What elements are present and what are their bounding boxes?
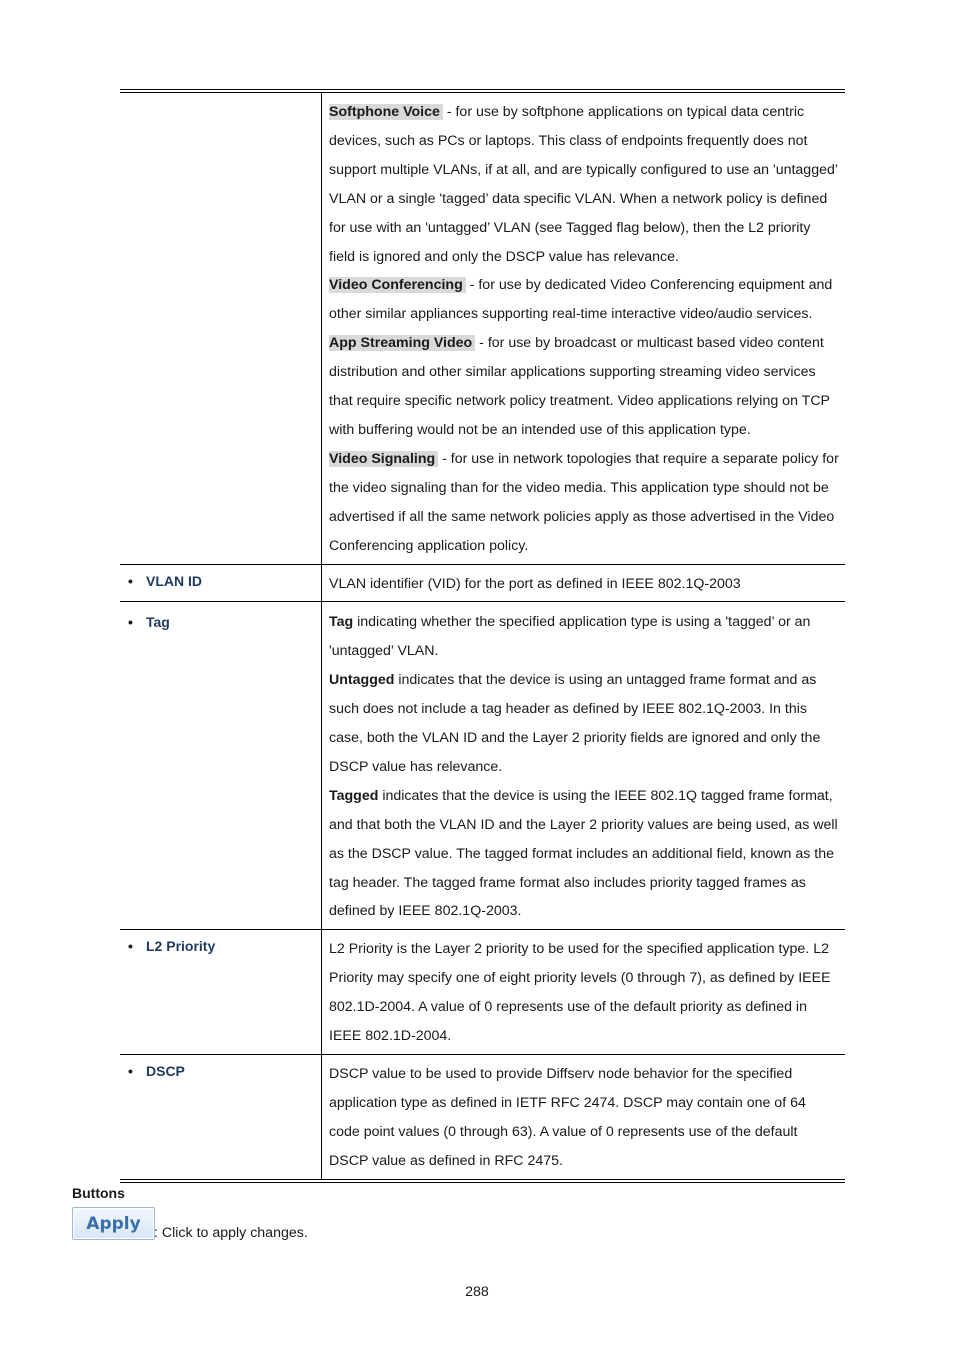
parameter-label-dscp: DSCP: [146, 1063, 185, 1079]
bullet-icon: •: [128, 572, 133, 589]
description-paragraph: [329, 329, 839, 445]
apply-button-description: : Click to apply changes.: [154, 1225, 308, 1241]
description-paragraph: [329, 666, 839, 782]
apply-button[interactable]: Apply: [72, 1207, 155, 1240]
description-paragraph: VLAN identifier (VID) for the port as defined in IEEE 802.1Q-2003: [329, 575, 741, 592]
parameter-name-cell: [120, 564, 322, 602]
term-description: indicating whether the specified application type is using a 'tagged’ or an 'untagged’ VLAN.: [329, 614, 811, 660]
description-paragraph: [329, 782, 839, 927]
term-description: - for use by broadcast or multicast based video content distribution and other similar applications supporting streaming video services that require specific network policy treatment. Video applications relying on TCP with buffering would not be an intended use of this application type.: [329, 335, 830, 438]
term-softphone-voice: Softphone Voice: [329, 104, 443, 120]
buttons-section-title: Buttons: [72, 1185, 125, 1201]
parameter-description-cell: [322, 564, 846, 602]
term-description: - for use in network topologies that require a separate policy for the video signaling than for the video media. This application type should not be advertised if all the same network policies apply as those advertised in the Video Conferencing application policy.: [329, 450, 839, 554]
description-paragraph: [329, 98, 839, 271]
term-app-streaming-video: App Streaming Video: [329, 335, 475, 351]
term-description: indicates that the device is using an untagged frame format and as such does not include a tag header as defined by IEEE 802.1Q-2003. In this case, both the VLAN ID and the Layer 2 priority fields are ignored and only the DSCP value has relevance.: [329, 672, 821, 775]
term-description: - for use by softphone applications on typical data centric devices, such as PCs or laptops. This class of endpoints frequently does not support multiple VLANs, if at all, and are typically configured to use an 'untagged’ VLAN or a single 'tagged’ data specific VLAN. When a network policy is defined for use with an 'untagged’ VLAN (see Tagged flag below), then the L2 priority field is ignored and only the DSCP value has relevance.: [329, 104, 838, 265]
parameter-description-cell: [322, 602, 846, 930]
table-row: [120, 1055, 845, 1181]
table-row: [120, 91, 845, 564]
description-paragraph: L2 Priority is the Layer 2 priority to be used for the specified application type. L2 Priority may specify one of eight priority levels (0 through 7), as defined by IEEE 802.1D-2004. A value of 0 represents use of the default priority as defined in IEEE 802.1D-2004.: [329, 941, 831, 1045]
description-paragraph: [329, 445, 839, 561]
parameter-label-vlan-id: VLAN ID: [146, 572, 202, 589]
bullet-icon: •: [128, 938, 133, 955]
bullet-icon: •: [128, 1063, 133, 1079]
term-video-signaling: Video Signaling: [329, 451, 438, 467]
term-video-conferencing: Video Conferencing: [329, 277, 466, 293]
parameter-name-cell: [120, 91, 322, 564]
description-paragraph: DSCP value to be used to provide Diffserv node behavior for the specified application type as defined in IETF RFC 2474. DSCP may contain one of 64 code point values (0 through 63). A value of 0 represents use of the default DSCP value as defined in RFC 2475.: [329, 1066, 806, 1169]
parameter-description-cell: [322, 91, 846, 564]
table-row: [120, 602, 845, 930]
term-tagged: Tagged: [329, 787, 379, 804]
table-row: [120, 930, 845, 1055]
bullet-icon: •: [128, 614, 133, 631]
parameter-label-l2-priority: L2 Priority: [146, 938, 216, 955]
parameter-name-cell: [120, 1055, 322, 1181]
parameter-name-cell: [120, 930, 322, 1055]
table-row: [120, 564, 845, 602]
page-number: 288: [465, 1284, 489, 1300]
term-tag: Tag: [329, 614, 354, 631]
description-paragraph: [329, 608, 839, 666]
term-description: indicates that the device is using the IEEE 802.1Q tagged frame format, and that both the VLAN ID and the Layer 2 priority values are being used, as well as the DSCP value. The tagged format includes an additional field, known as the tag header. The tagged frame format also includes priority tagged frames as defined by IEEE 802.1Q-2003.: [329, 787, 838, 920]
description-paragraph: [329, 271, 839, 329]
parameter-name-cell: [120, 602, 322, 930]
parameter-table: [120, 89, 845, 1183]
term-description: - for use by dedicated Video Conferencing equipment and other similar appliances supporting real-time interactive video/audio services.: [329, 277, 833, 323]
term-untagged: Untagged: [329, 672, 395, 689]
parameter-label-tag: Tag: [146, 614, 170, 631]
parameter-description-cell: [322, 1055, 846, 1181]
parameter-description-cell: [322, 930, 846, 1055]
